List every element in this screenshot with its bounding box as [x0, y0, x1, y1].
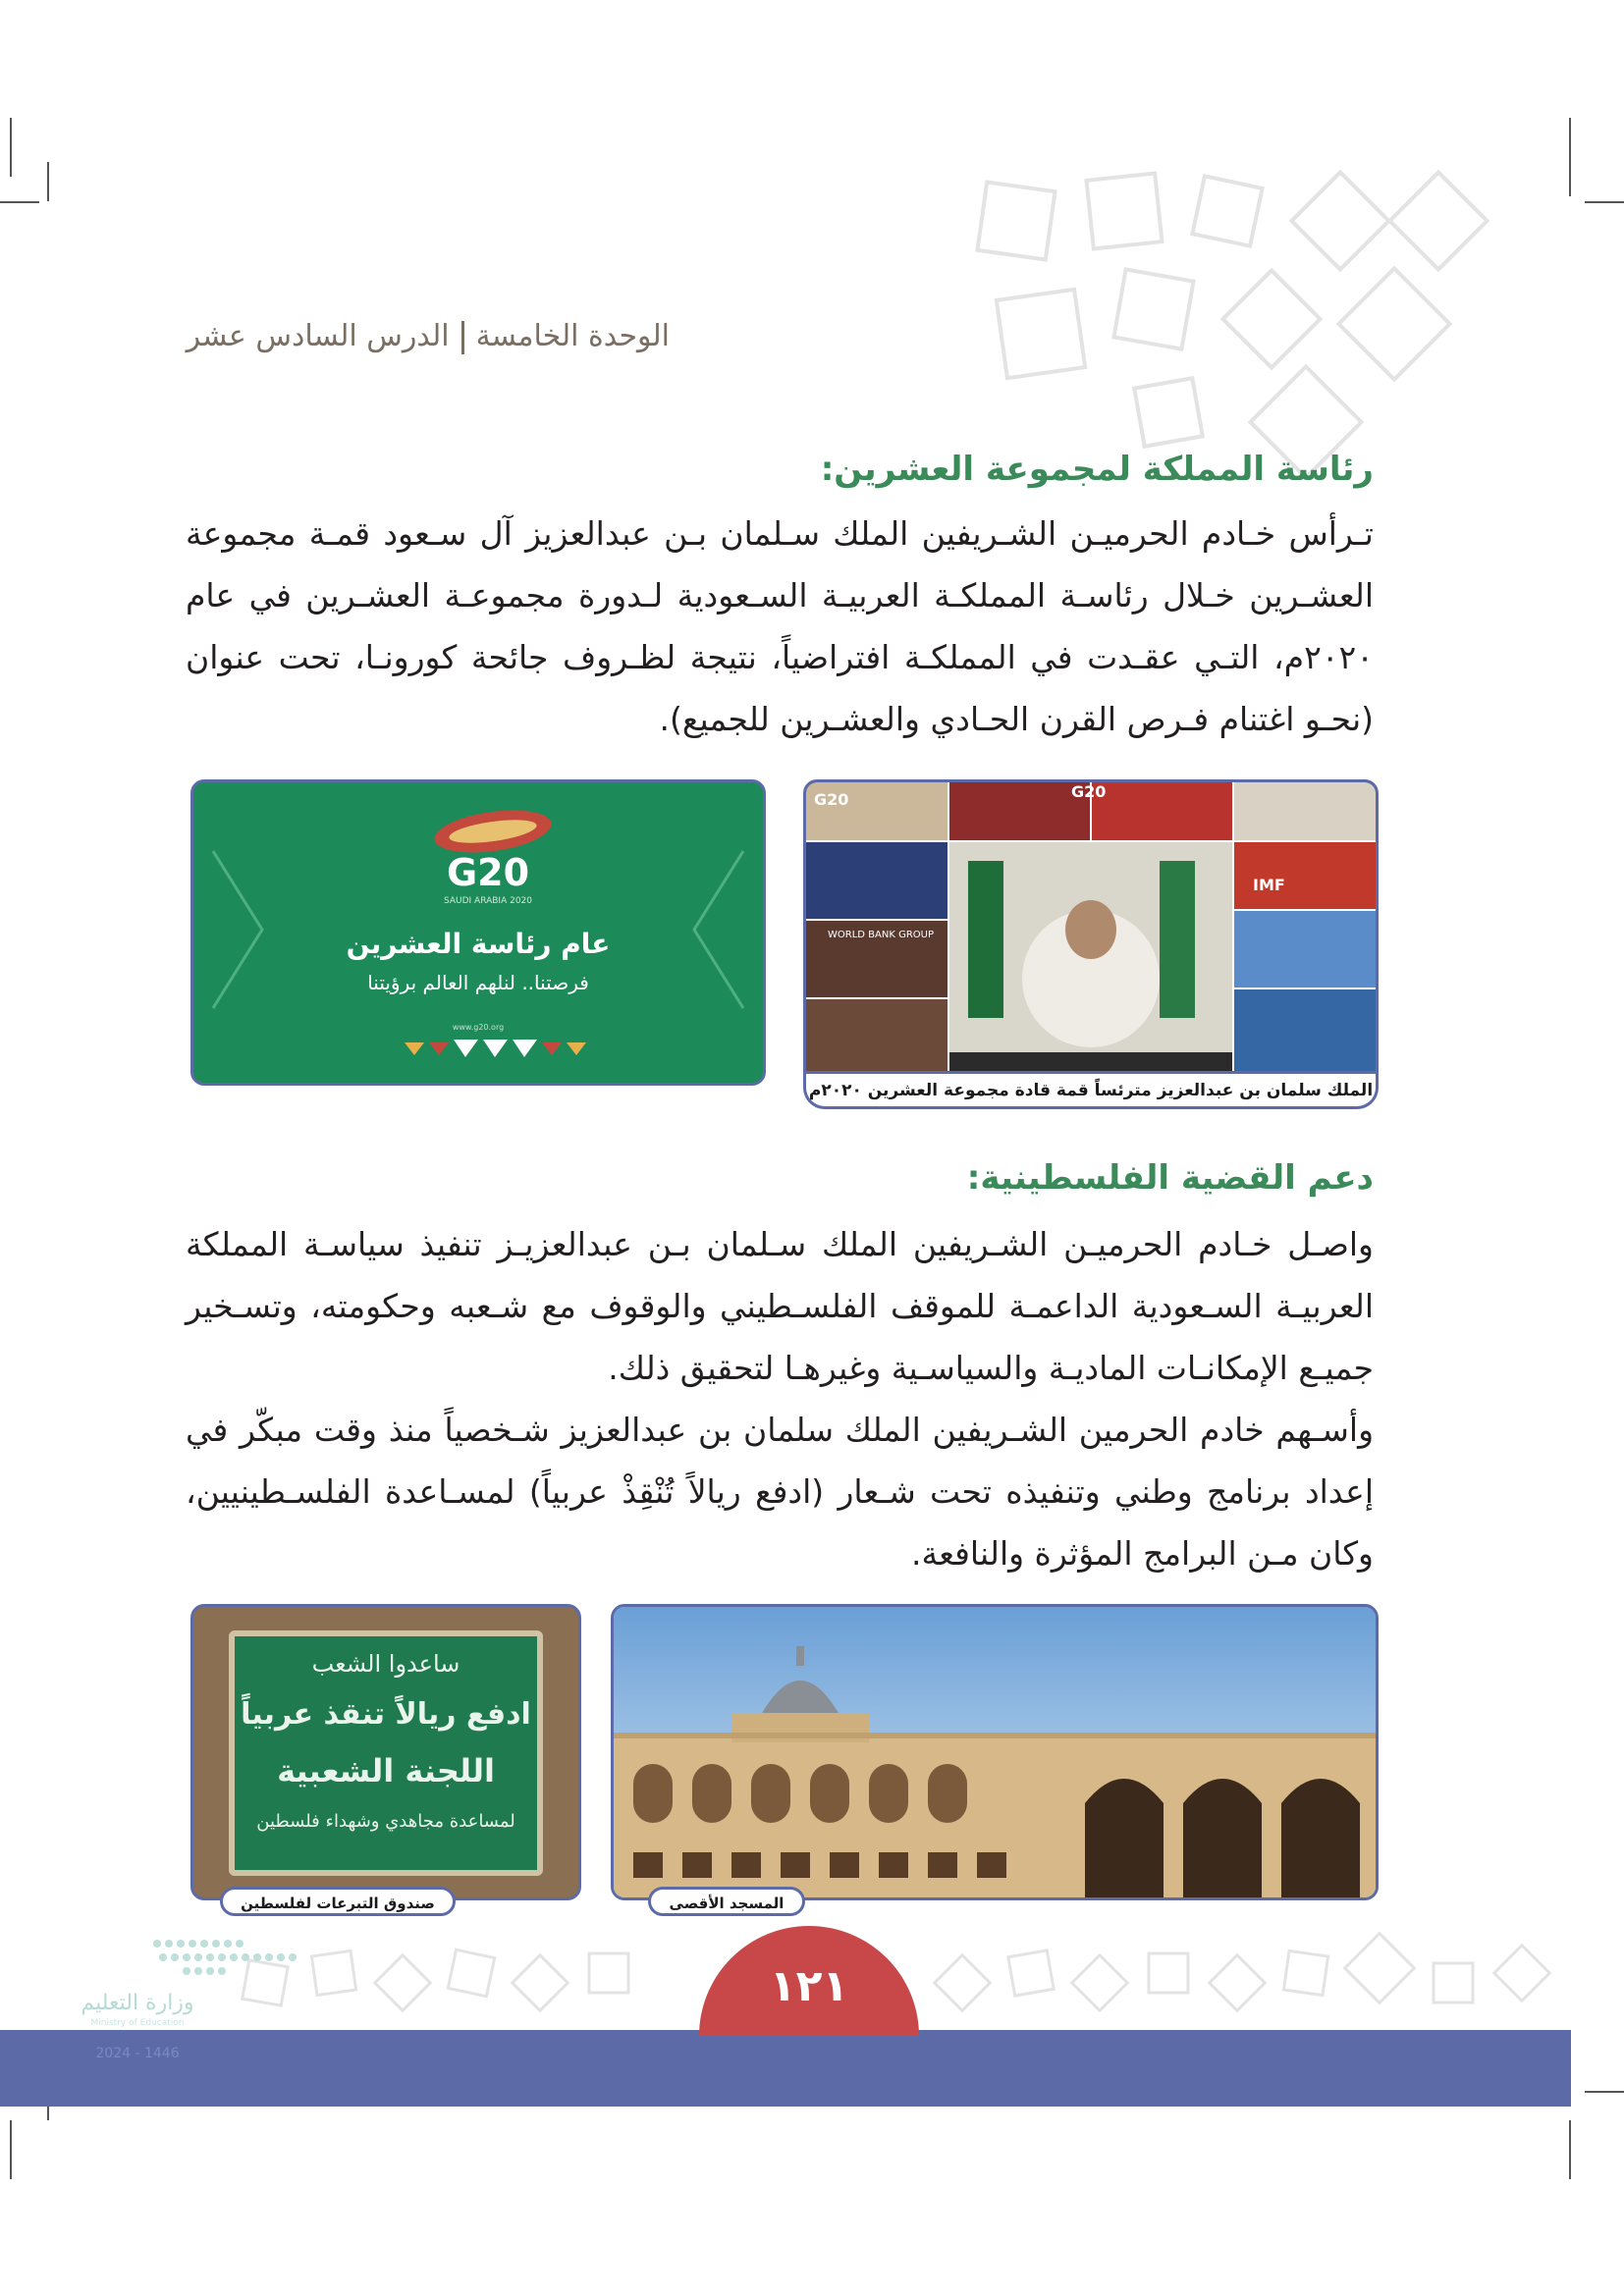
crop-mark: [1569, 2120, 1571, 2179]
header-separator: [461, 321, 464, 354]
card-url: www.g20.org: [452, 1023, 505, 1032]
sign-line: ادفع ريالاً تنقذ عربياً: [241, 1697, 531, 1732]
paragraph-palestine-2: وأسـهم خادم الحرمين الشـريفين الملك سلمان بن عبدالعزيز شـخصياً منذ وقت مبكّر في إعداد برنامج وطني وتنفيذه تحت شـعار (ادفع ريالاً تُنْقِذْ عربياً) لمسـاعدة الفلسـطينيين، وكان مـن البرامج المؤثرة والنافعة.: [186, 1411, 1374, 1573]
tile-label: IMF: [1253, 876, 1285, 894]
tile-label: G20: [814, 790, 849, 809]
ministry-name-en: Ministry of Education: [90, 2018, 185, 2028]
tile-label: G20: [1071, 782, 1107, 801]
mosque-illustration: [614, 1607, 1376, 1897]
sign-line: ساعدوا الشعب: [311, 1650, 460, 1678]
g20-logo-subtitle: SAUDI ARABIA 2020: [443, 896, 533, 906]
donation-box-photo: [190, 1604, 581, 1900]
crop-mark: [47, 162, 49, 201]
paragraph-g20: تـرأس خـادم الحرميـن الشـريفين الملك سـلمان بـن عبدالعزيز آل سـعود قمـة مجموعة العشـرين خـلال رئاسـة المملكـة العربيـة السـعودية لـدورة مجموعـة العشـرين في عام ٢٠٢٠م، التـي عقـدت في المملكـة افتراضياً، نتيجة لظـروف جائحة كورونـا، تحت عنوان (نحـو اغتنام فـرص القرن الحـادي والعشـرين للجميع).: [186, 514, 1374, 738]
g20-presidency-card: [190, 779, 766, 1086]
crop-mark: [1585, 2091, 1624, 2093]
sign-line: لمساعدة مجاهدي وشهداء فلسطين: [256, 1811, 515, 1832]
lesson-title: الدرس السادس عشر: [186, 319, 450, 353]
g20-logo: G20: [446, 851, 530, 894]
ministry-name: وزارة التعليم: [81, 1991, 194, 2015]
ministry-logo-dots: [147, 1934, 304, 1983]
donation-box-caption: صندوق التبرعات لفلسطين: [220, 1887, 456, 1916]
summit-photo-caption: الملك سلمان بن عبدالعزيز مترئساً قمة قادة مجموعة العشرين ٢٠٢٠م: [803, 1074, 1379, 1109]
section-heading-palestine: دعم القضية الفلسطينية:: [966, 1158, 1374, 1198]
donation-sign: [229, 1630, 543, 1876]
unit-title: الوحدة الخامسة: [475, 319, 670, 353]
crop-mark: [1585, 201, 1624, 203]
video-conference-grid: [806, 782, 1376, 1074]
g20-summit-photo: [803, 779, 1379, 1074]
crop-mark: [10, 2120, 12, 2179]
footer-bar: [0, 2030, 1571, 2107]
decorative-squares: [943, 167, 1571, 481]
tile-label: WORLD BANK GROUP: [828, 930, 934, 940]
al-aqsa-mosque-photo: [611, 1604, 1379, 1900]
sign-line: اللجنة الشعبية: [277, 1752, 495, 1789]
year-label: 2024 - 1446: [95, 2046, 180, 2061]
al-aqsa-caption: المسجد الأقصى: [648, 1887, 805, 1916]
card-title: عام رئاسة العشرين: [346, 928, 611, 960]
page-number: ١٢١: [769, 1960, 849, 2011]
card-subtitle: فرصتنا.. لنلهم العالم برؤيتنا: [367, 971, 589, 994]
crop-mark: [0, 201, 39, 203]
running-header: [179, 319, 670, 354]
paragraph-palestine-1: واصـل خـادم الحرميـن الشـريفين الملك سـلمان بـن عبدالعزيـز تنفيذ سياسـة المملكة العربيـة السـعودية الداعمـة للموقف الفلسـطيني والوقوف مع شـعبه وحكومته، وتسـخير جميـع الإمكانـات الماديـة والسياسـية وغيرهـا لتحقيق ذلك.: [186, 1225, 1374, 1387]
crop-mark: [10, 118, 12, 177]
section-heading-g20: رئاسة المملكة لمجموعة العشرين:: [820, 450, 1374, 489]
